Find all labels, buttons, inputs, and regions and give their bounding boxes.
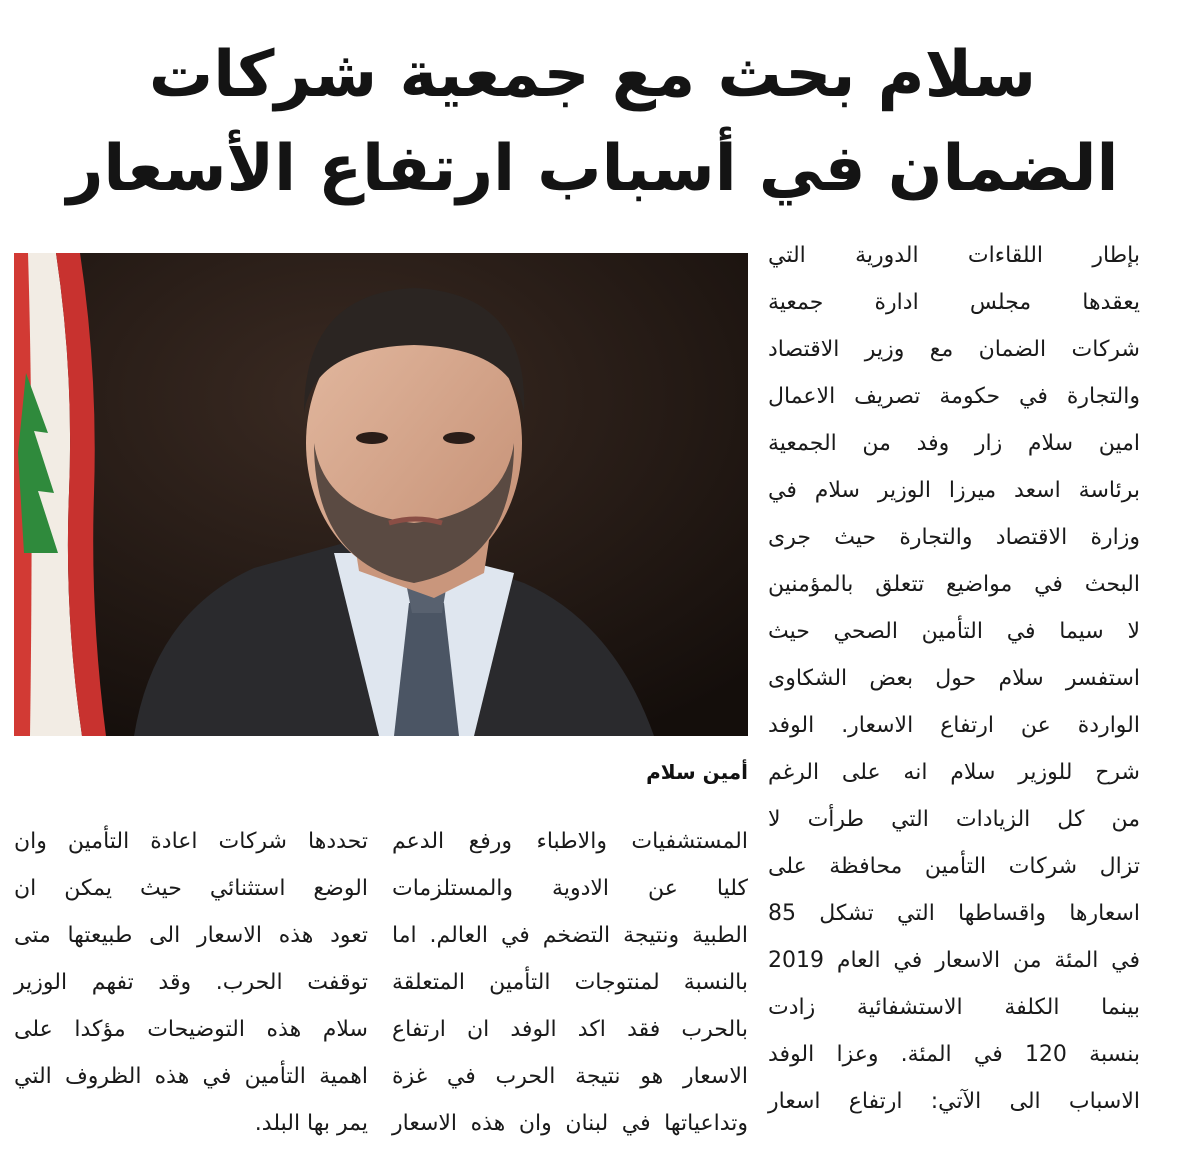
text-line: وتداعياتها في لبنان وان هذه الاسعار (392, 1111, 748, 1136)
text-line: اهمية التأمين في هذه الظروف التي (14, 1064, 368, 1089)
text-line: الوضع استثنائي حيث يمكن ان (14, 876, 368, 901)
text-line: يعقدها مجلس ادارة جمعية (768, 290, 1140, 315)
text-line: بإطار اللقاءات الدورية التي (768, 243, 1140, 268)
text-line: الطبية ونتيجة التضخم في العالم. اما (392, 923, 748, 948)
photo-caption: أمين سلام (646, 760, 748, 784)
text-line: كليا عن الادوية والمستلزمات (392, 876, 748, 901)
text-line: سلام هذه التوضيحات مؤكدا على (14, 1017, 368, 1042)
text-line: والتجارة في حكومة تصريف الاعمال (768, 384, 1140, 409)
text-line: اسعارها واقساطها التي تشكل 85 (768, 901, 1140, 926)
text-line: تعود هذه الاسعار الى طبيعتها متى (14, 923, 368, 948)
text-line: امين سلام زار وفد من الجمعية (768, 431, 1140, 456)
text-line: لا سيما في التأمين الصحي حيث (768, 619, 1140, 644)
text-line: شرح للوزير سلام انه على الرغم (768, 760, 1140, 785)
portrait-photo (14, 253, 748, 736)
text-line: الاسعار هو نتيجة الحرب في غزة (392, 1064, 748, 1089)
text-line: المستشفيات والاطباء ورفع الدعم (392, 829, 748, 854)
text-line: الواردة عن ارتفاع الاسعار. الوفد (768, 713, 1140, 738)
article-column-right (768, 232, 1140, 1125)
text-line: البحث في مواضيع تتعلق بالمؤمنين (768, 572, 1140, 597)
text-line: بنسبة 120 في المئة. وعزا الوفد (768, 1042, 1140, 1067)
text-line: الاسباب الى الآتي: ارتفاع اسعار (768, 1089, 1140, 1114)
text-line: توقفت الحرب. وقد تفهم الوزير (14, 970, 368, 995)
text-line: تحددها شركات اعادة التأمين وان (14, 829, 368, 854)
text-line: من كل الزيادات التي طرأت لا (768, 807, 1140, 832)
text-line: برئاسة اسعد ميرزا الوزير سلام في (768, 478, 1140, 503)
headline (60, 28, 1125, 216)
article-column-middle (392, 818, 748, 1147)
text-line: استفسر سلام حول بعض الشكاوى (768, 666, 1140, 691)
text-line: في المئة من الاسعار في العام 2019 (768, 948, 1140, 973)
headline-line-1: سلام بحث مع جمعية شركات (148, 38, 1037, 112)
article-column-left (14, 818, 368, 1147)
text-line: تزال شركات التأمين محافظة على (768, 854, 1140, 879)
text-line: بالنسبة لمنتوجات التأمين المتعلقة (392, 970, 748, 995)
headline-line-2: الضمان في أسباب ارتفاع الأسعار (66, 132, 1119, 206)
text-line: يمر بها البلد. (254, 1111, 368, 1136)
text-line: بينما الكلفة الاستشفائية زادت (768, 995, 1140, 1020)
text-line: شركات الضمان مع وزير الاقتصاد (768, 337, 1140, 362)
text-line: بالحرب فقد اكد الوفد ان ارتفاع (392, 1017, 748, 1042)
text-line: وزارة الاقتصاد والتجارة حيث جرى (768, 525, 1140, 550)
